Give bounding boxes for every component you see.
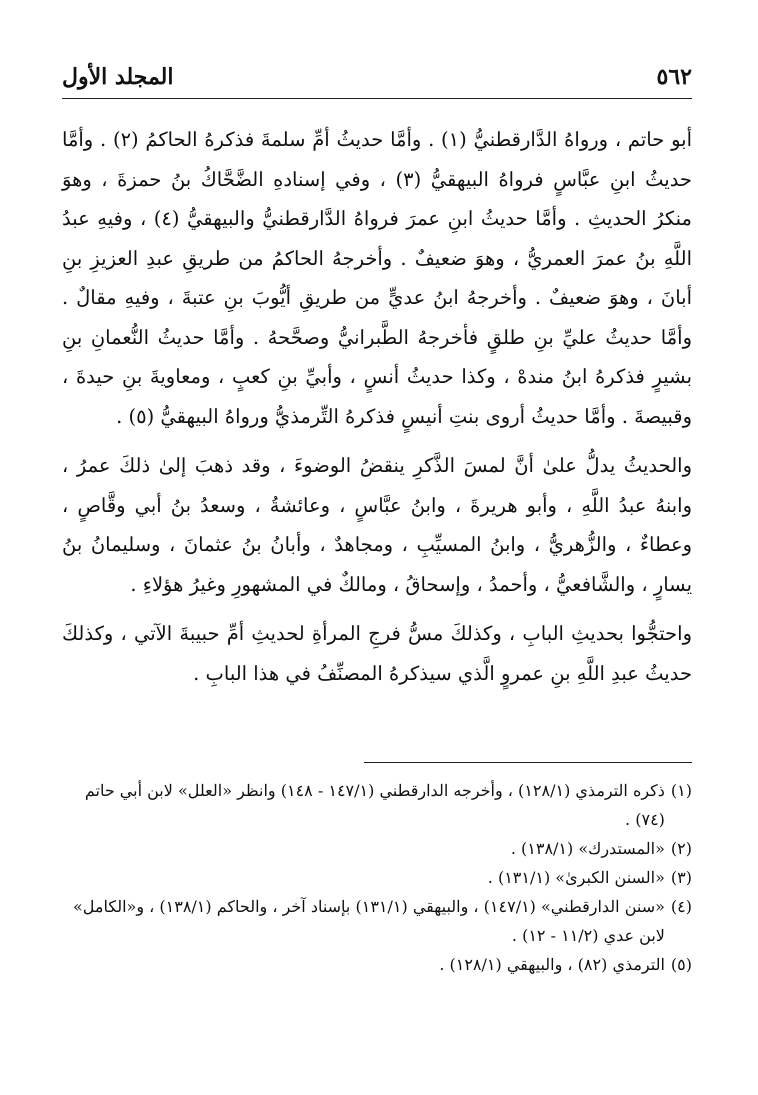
footnote-number: (١): [670, 781, 692, 800]
footnote-text: «السنن الكبرىٰ» (١٣١/١) .: [487, 868, 665, 887]
paragraph-hadith-sources: أبو حاتم ، ورواهُ الدَّارقطنيُّ (١) . وأمَّا حديثُ أمِّ سلمةَ فذكرهُ الحاكمُ (٢) . وأمَّا حديثُ ابنِ عبَّاسٍ فرواهُ البيهقيُّ (٣) ، وفي إسنادهِ الضَّحَّاكُ بنُ حمزةَ ، وهوَ منكرُ الحديثِ . وأمَّا حديثُ ابنِ عمرَ فرواهُ الدَّارقطنيُّ والبيهقيُّ (٤) ، وفيهِ عبدُ اللَّهِ بنُ عمرَ العمريُّ ، وهوَ ضعيفٌ . وأخرجهُ الحاكمُ من طريقِ عبدِ العزيزِ بنِ أبانَ ، وهوَ ضعيفٌ . وأخرجهُ ابنُ عديٍّ من طريقِ أيُّوبَ بنِ عتبةَ ، وفيهِ مقالٌ . وأمَّا حديثُ عليِّ بنِ طلقٍ فأخرجهُ الطَّبرانيُّ وصحَّحهُ . وأمَّا حديثُ النُّعمانِ بنِ بشيرٍ فذكرهُ ابنُ مندهْ ، وكذا حديثُ أنسٍ ، وأبيِّ بنِ كعبٍ ، ومعاويةَ بنِ حيدةَ ، وقبيصةَ . وأمَّا حديثُ أروى بنتِ أنيسٍ فذكرهُ التِّرمذيُّ ورواهُ البيهقيُّ (٥) .: [62, 128, 692, 428]
footnote-text: «سنن الدارقطني» (١٤٧/١) ، والبيهقي (١٣١/١) بإسناد آخر ، والحاكم (١٣٨/١) ، و«الكامل» لابن عدي (١١/٢ - ١٢) .: [73, 897, 665, 945]
page-number: ٥٦٢: [656, 64, 692, 90]
footnote-divider: [364, 762, 692, 763]
footnote-item: [62, 863, 692, 892]
main-text: [62, 120, 692, 693]
footnote-item: [62, 834, 692, 863]
paragraph-evidence: واحتجُّوا بحديثِ البابِ ، وكذلكَ مسُّ فرجِ المرأةِ لحديثِ أمِّ حبيبةَ الآتي ، وكذلكَ حديثُ عبدِ اللَّهِ بنِ عمروٍ الَّذي سيذكرهُ المصنِّفُ في هذا البابِ .: [62, 622, 692, 685]
footnote-item: [62, 776, 692, 834]
footnote-number: (٥): [670, 955, 692, 974]
footnote-item: [62, 950, 692, 979]
footnote-text: «المستدرك» (١٣٨/١) .: [510, 839, 665, 858]
page-header: [62, 58, 692, 96]
footnote-number: (٤): [670, 897, 692, 916]
footnote-number: (٢): [670, 839, 692, 858]
footnotes: [62, 776, 692, 979]
footnote-number: (٣): [670, 868, 692, 887]
footnote-text: الترمذي (٨٢) ، والبيهقي (١٢٨/١) .: [439, 955, 665, 974]
book-page: [62, 58, 692, 1058]
header-divider: [62, 98, 692, 99]
footnote-text: ذكره الترمذي (١٢٨/١) ، وأخرجه الدارقطني (١٤٧/١ - ١٤٨) وانظر «العلل» لابن أبي حاتم (٧٤) .: [84, 781, 665, 829]
paragraph-ruling: والحديثُ يدلُّ علىٰ أنَّ لمسَ الذَّكرِ ينقضُ الوضوءَ ، وقد ذهبَ إلىٰ ذلكَ عمرُ ، وابنهُ عبدُ اللَّهِ ، وأبو هريرةَ ، وابنُ عبَّاسٍ ، وعائشةُ ، وسعدُ بنُ أبي وقَّاصٍ ، وعطاءٌ ، والزُّهريُّ ، وابنُ المسيِّبِ ، ومجاهدٌ ، وأبانُ بنُ عثمانَ ، وسليمانُ بنُ يسارٍ ، والشَّافعيُّ ، وأحمدُ ، وإسحاقُ ، ومالكٌ في المشهورِ وغيرُ هؤلاءِ .: [62, 454, 692, 596]
footnote-item: [62, 892, 692, 950]
volume-title: المجلد الأول: [62, 64, 174, 90]
